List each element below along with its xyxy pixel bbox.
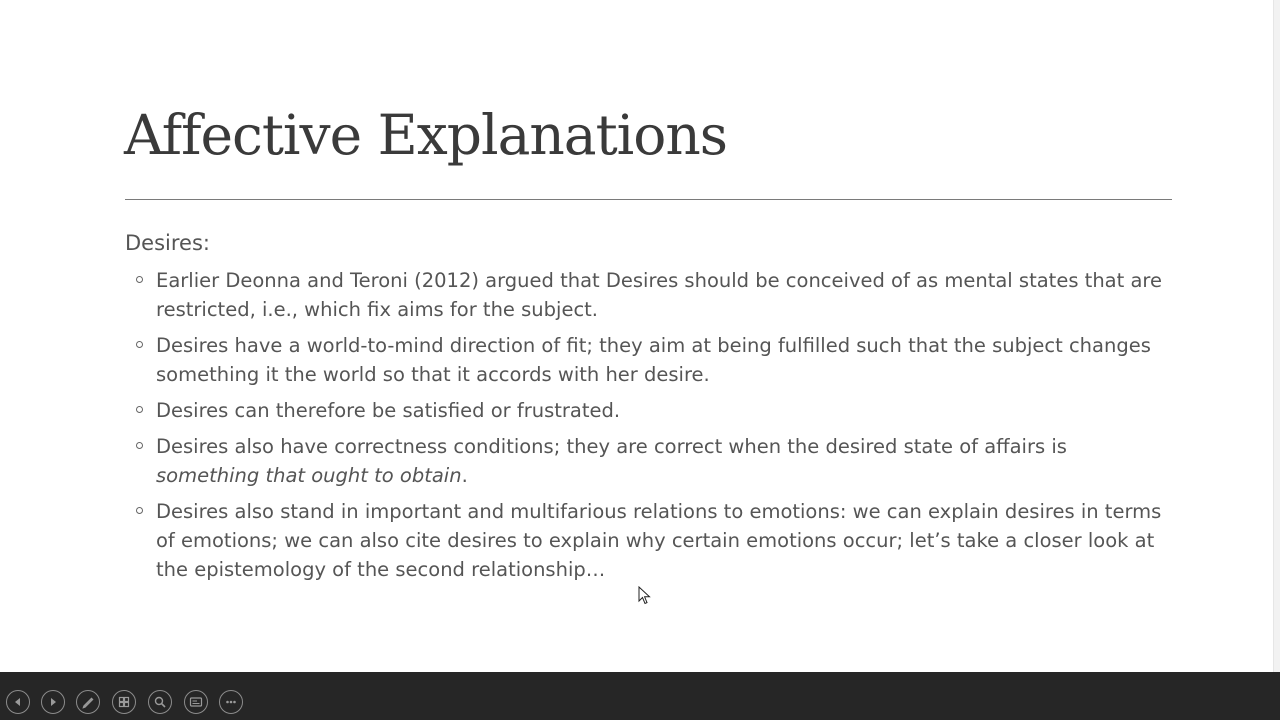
subtitles-icon <box>189 695 203 709</box>
pen-tool-button[interactable] <box>76 690 100 714</box>
bullet-circle-icon <box>136 276 143 283</box>
bullet-text: Desires have a world-to-mind direction of fit; they aim at being fulfilled such that the subject changes something it the world so that it accords with her desire. <box>156 334 1151 386</box>
bullet-text: Desires can therefore be satisfied or frustrated. <box>156 399 621 422</box>
bullet-text: Desires also stand in important and multifarious relations to emotions: we can explain desires in terms of emotions; we can also cite desires to explain why certain emotions occur; let’s take a closer look at the epistemology of the second relationship… <box>156 500 1162 581</box>
bullet-text: Desires also have correctness conditions; they are correct when the desired state of affairs is <box>156 435 1067 458</box>
presentation-toolbar <box>0 672 1280 720</box>
bullet-circle-icon <box>136 507 143 514</box>
bullet-suffix: . <box>461 464 468 487</box>
bullet-item <box>136 497 1176 584</box>
zoom-button[interactable] <box>148 690 172 714</box>
next-arrow-icon <box>46 695 60 709</box>
title-divider <box>125 199 1172 200</box>
bullet-circle-icon <box>136 442 143 449</box>
previous-slide-button[interactable] <box>6 690 30 714</box>
slide-title: Affective Explanations <box>124 103 728 167</box>
bullet-list <box>136 266 1176 591</box>
bullet-circle-icon <box>136 341 143 348</box>
more-options-button[interactable] <box>219 690 243 714</box>
previous-arrow-icon <box>11 695 25 709</box>
see-all-slides-button[interactable] <box>112 690 136 714</box>
subtitles-button[interactable] <box>184 690 208 714</box>
bullet-emphasis: something that ought to obtain <box>156 464 462 487</box>
section-label: Desires: <box>125 231 210 255</box>
zoom-icon <box>153 695 167 709</box>
bullet-item <box>136 331 1176 389</box>
slides-grid-icon <box>117 695 131 709</box>
pen-icon <box>81 695 95 709</box>
bullet-item <box>136 396 1176 425</box>
bullet-text: Earlier Deonna and Teroni (2012) argued that Desires should be conceived of as mental states that are restricted, i.e., which fix aims for the subject. <box>156 269 1163 321</box>
mouse-pointer-icon <box>638 586 652 606</box>
scrollbar[interactable] <box>1273 0 1280 672</box>
bullet-item <box>136 432 1176 490</box>
bullet-item <box>136 266 1176 324</box>
more-options-icon <box>224 695 238 709</box>
next-slide-button[interactable] <box>41 690 65 714</box>
bullet-circle-icon <box>136 406 143 413</box>
